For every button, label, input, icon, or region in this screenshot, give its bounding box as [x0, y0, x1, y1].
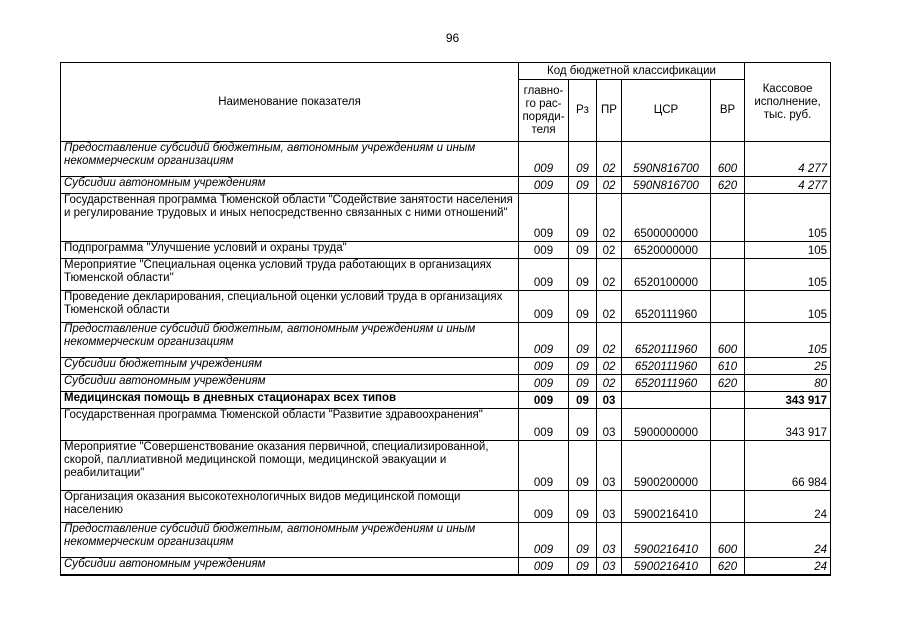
- row-rz: 09: [569, 194, 597, 242]
- row-pr: 02: [597, 242, 622, 259]
- row-grbs: 009: [519, 291, 569, 323]
- row-pr: 02: [597, 375, 622, 392]
- header-name: Наименование показателя: [61, 63, 519, 142]
- row-pr: 03: [597, 491, 622, 523]
- row-rz: 09: [569, 491, 597, 523]
- header-amount: Кассовое исполнение, тыс. руб.: [745, 63, 831, 142]
- row-name: Субсидии автономным учреждениям: [61, 177, 519, 194]
- row-vr: [711, 392, 745, 409]
- header-rz: Рз: [569, 80, 597, 142]
- row-name: Субсидии бюджетным учреждениям: [61, 358, 519, 375]
- row-pr: 02: [597, 259, 622, 291]
- row-rz: 09: [569, 558, 597, 575]
- row-amount: 105: [745, 194, 831, 242]
- header-vr: ВР: [711, 80, 745, 142]
- table-row: [61, 177, 831, 194]
- row-name: Организация оказания высокотехнологичных видов медицинской помощи населению: [61, 491, 519, 523]
- row-name: Субсидии автономным учреждениям: [61, 558, 519, 575]
- table-row: [61, 142, 831, 177]
- row-csr: 6520100000: [622, 259, 711, 291]
- row-csr: 6520111960: [622, 358, 711, 375]
- row-rz: 09: [569, 142, 597, 177]
- row-name: Предоставление субсидий бюджетным, автономным учреждениям и иным некоммерческим организациям: [61, 323, 519, 358]
- budget-execution-table: [60, 62, 831, 576]
- row-name: Мероприятие "Совершенствование оказания первичной, специализированной, скорой, паллиативной медицинской помощи, медицинской эвакуации и реабилитации": [61, 441, 519, 491]
- row-grbs: 009: [519, 177, 569, 194]
- row-pr: 03: [597, 392, 622, 409]
- header-pr: ПР: [597, 80, 622, 142]
- row-amount: 343 917: [745, 392, 831, 409]
- table-row: [61, 392, 831, 409]
- row-name: Предоставление субсидий бюджетным, автономным учреждениям и иным некоммерческим организациям: [61, 142, 519, 177]
- row-grbs: 009: [519, 491, 569, 523]
- row-amount: 24: [745, 491, 831, 523]
- row-grbs: 009: [519, 259, 569, 291]
- table-row: [61, 375, 831, 392]
- row-amount: 105: [745, 242, 831, 259]
- row-vr: 600: [711, 142, 745, 177]
- header-csr: ЦСР: [622, 80, 711, 142]
- row-pr: 03: [597, 441, 622, 491]
- row-pr: 03: [597, 558, 622, 575]
- row-vr: 610: [711, 358, 745, 375]
- row-pr: 02: [597, 323, 622, 358]
- row-vr: [711, 441, 745, 491]
- table-row: [61, 409, 831, 441]
- row-rz: 09: [569, 323, 597, 358]
- row-grbs: 009: [519, 142, 569, 177]
- table-row: [61, 491, 831, 523]
- row-amount: 25: [745, 358, 831, 375]
- row-rz: 09: [569, 392, 597, 409]
- row-amount: 24: [745, 523, 831, 558]
- table-body: [61, 142, 831, 575]
- row-amount: 105: [745, 259, 831, 291]
- row-name: Государственная программа Тюменской области "Развитие здравоохранения": [61, 409, 519, 441]
- row-rz: 09: [569, 358, 597, 375]
- row-csr: 5900216410: [622, 523, 711, 558]
- row-grbs: 009: [519, 358, 569, 375]
- row-amount: 4 277: [745, 142, 831, 177]
- row-grbs: 009: [519, 375, 569, 392]
- row-amount: 66 984: [745, 441, 831, 491]
- table-row: [61, 523, 831, 558]
- row-csr: 6500000000: [622, 194, 711, 242]
- row-vr: 620: [711, 375, 745, 392]
- row-csr: [622, 392, 711, 409]
- row-csr: 6520000000: [622, 242, 711, 259]
- page-number: 96: [445, 31, 460, 45]
- row-name: Мероприятие "Специальная оценка условий труда работающих в организациях Тюменской области": [61, 259, 519, 291]
- row-grbs: 009: [519, 242, 569, 259]
- row-vr: 600: [711, 523, 745, 558]
- table-row: [61, 242, 831, 259]
- table-row: [61, 291, 831, 323]
- row-csr: 6520111960: [622, 323, 711, 358]
- row-grbs: 009: [519, 558, 569, 575]
- row-vr: [711, 491, 745, 523]
- row-name: Медицинская помощь в дневных стационарах всех типов: [61, 392, 519, 409]
- table-row: [61, 323, 831, 358]
- table-row: [61, 441, 831, 491]
- row-pr: 02: [597, 358, 622, 375]
- row-csr: 5900000000: [622, 409, 711, 441]
- row-name: Предоставление субсидий бюджетным, автономным учреждениям и иным некоммерческим организациям: [61, 523, 519, 558]
- row-amount: 80: [745, 375, 831, 392]
- row-grbs: 009: [519, 323, 569, 358]
- row-rz: 09: [569, 177, 597, 194]
- row-csr: 5900200000: [622, 441, 711, 491]
- row-amount: 343 917: [745, 409, 831, 441]
- row-vr: [711, 242, 745, 259]
- row-csr: 590N816700: [622, 142, 711, 177]
- row-csr: 6520111960: [622, 375, 711, 392]
- row-csr: 5900216410: [622, 491, 711, 523]
- table-row: [61, 558, 831, 575]
- row-rz: 09: [569, 375, 597, 392]
- row-vr: [711, 194, 745, 242]
- row-pr: 02: [597, 177, 622, 194]
- row-amount: 105: [745, 323, 831, 358]
- table-row: [61, 259, 831, 291]
- row-vr: 620: [711, 558, 745, 575]
- row-vr: [711, 409, 745, 441]
- row-pr: 03: [597, 523, 622, 558]
- row-rz: 09: [569, 291, 597, 323]
- row-csr: 6520111960: [622, 291, 711, 323]
- row-amount: 24: [745, 558, 831, 575]
- row-grbs: 009: [519, 409, 569, 441]
- row-grbs: 009: [519, 441, 569, 491]
- row-rz: 09: [569, 523, 597, 558]
- row-vr: 620: [711, 177, 745, 194]
- row-rz: 09: [569, 409, 597, 441]
- row-csr: 590N816700: [622, 177, 711, 194]
- row-csr: 5900216410: [622, 558, 711, 575]
- row-pr: 03: [597, 409, 622, 441]
- row-pr: 02: [597, 142, 622, 177]
- row-name: Проведение декларирования, специальной оценки условий труда в организациях Тюменской области: [61, 291, 519, 323]
- header-kbk-group: Код бюджетной классификации: [519, 63, 745, 80]
- row-vr: [711, 259, 745, 291]
- row-rz: 09: [569, 242, 597, 259]
- row-vr: [711, 291, 745, 323]
- row-pr: 02: [597, 291, 622, 323]
- row-name: Подпрограмма "Улучшение условий и охраны труда": [61, 242, 519, 259]
- table-row: [61, 194, 831, 242]
- row-name: Государственная программа Тюменской области "Содействие занятости населения и регулирование трудовых и иных непосредственно связанных с ними отношений": [61, 194, 519, 242]
- row-grbs: 009: [519, 392, 569, 409]
- row-name: Субсидии автономным учреждениям: [61, 375, 519, 392]
- row-grbs: 009: [519, 194, 569, 242]
- row-rz: 09: [569, 441, 597, 491]
- row-pr: 02: [597, 194, 622, 242]
- row-rz: 09: [569, 259, 597, 291]
- row-amount: 105: [745, 291, 831, 323]
- header-manager: главно-го рас-поряди-теля: [519, 80, 569, 142]
- row-grbs: 009: [519, 523, 569, 558]
- row-amount: 4 277: [745, 177, 831, 194]
- row-vr: 600: [711, 323, 745, 358]
- table-row: [61, 358, 831, 375]
